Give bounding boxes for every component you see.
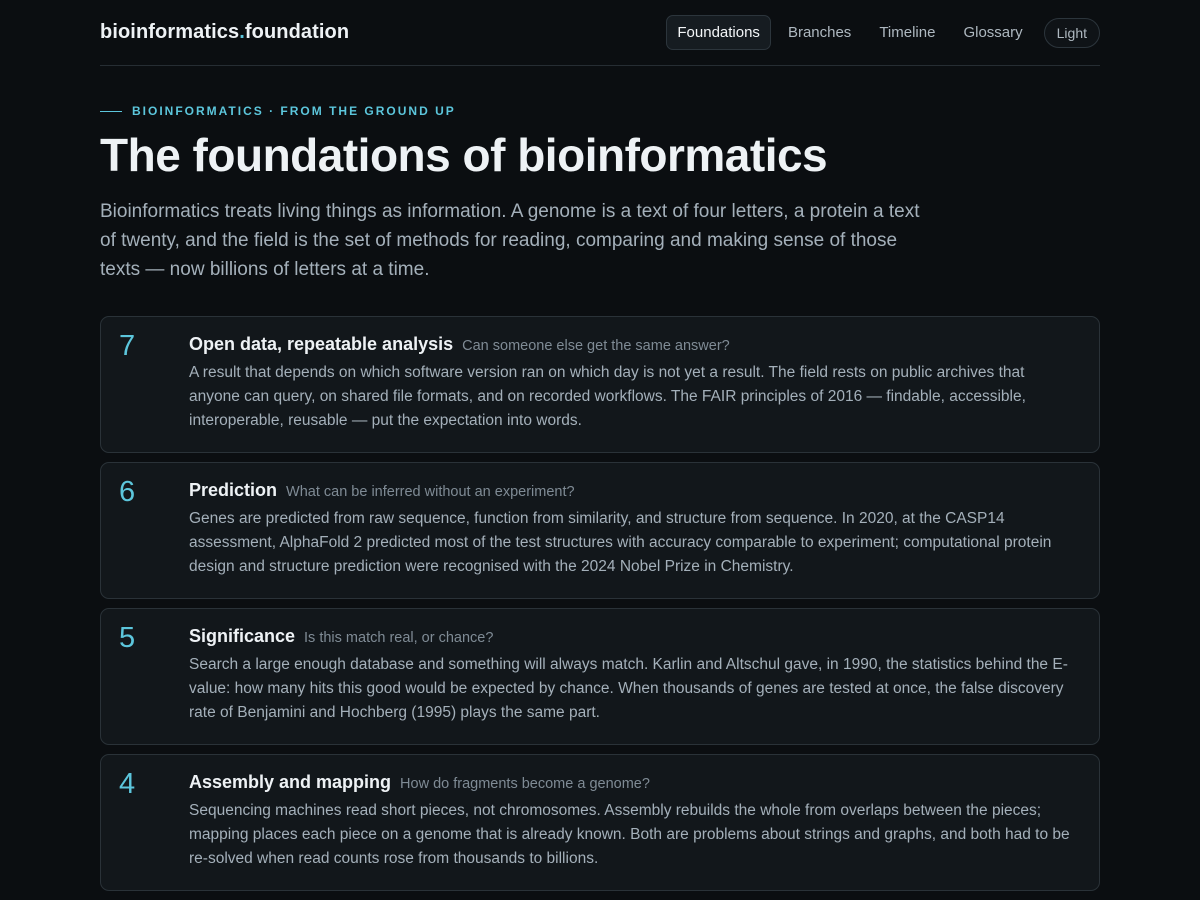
eyebrow — [100, 104, 1100, 118]
logo-tail-text: foundation — [244, 21, 350, 43]
logo-main-text: bioinformatics — [100, 21, 240, 43]
card-title-line — [189, 334, 1079, 355]
card-number: 7 — [119, 329, 136, 362]
card-title-line — [189, 772, 1079, 793]
eyebrow-text: BIOINFORMATICS · FROM THE GROUND UP — [132, 104, 456, 118]
nav-item-branches[interactable]: Branches — [787, 24, 852, 41]
nav-item-timeline[interactable]: Timeline — [879, 24, 936, 41]
page — [100, 0, 1100, 900]
card-question: What can be inferred without an experiment? — [286, 483, 575, 500]
card-question: How do fragments become a genome? — [400, 775, 650, 792]
card-title: Prediction — [189, 479, 278, 500]
card-body: Search a large enough database and something will always match. Karlin and Altschul gave, in 1990, the statistics behind the E-value: how many hits this good would be expected by chance. When thousands of genes are tested at once, the false discovery rate of Benjamini and Hochberg (1995) plays the same part. — [189, 655, 1068, 722]
card-title-line — [189, 626, 1079, 647]
card-question: Can someone else get the same answer? — [462, 337, 730, 354]
lede-paragraph: Bioinformatics treats living things as information. A genome is a text of four letters, a protein a text of twenty, and the field is the set of methods for reading, comparing and making sense of those texts — now billions of letters at a time. — [100, 200, 920, 280]
card-number: 5 — [119, 621, 136, 654]
card-body: A result that depends on which software version ran on which day is not yet a result. The field rests on public archives that anyone can query, on shared file formats, and on recorded workflows. The FAIR principles of 2016 — findable, accessible, interoperable, reusable — put the expectation into words. — [189, 363, 1026, 430]
card-title: Assembly and mapping — [189, 771, 392, 792]
card-title-line — [189, 480, 1079, 501]
theme-toggle-button[interactable]: Light — [1044, 18, 1100, 48]
foundation-card[interactable] — [100, 316, 1100, 453]
nav-item-foundations[interactable]: Foundations — [666, 15, 771, 50]
card-question: Is this match real, or chance? — [304, 629, 494, 646]
page-title: The foundations of bioinformatics — [100, 129, 828, 181]
eyebrow-rule — [100, 111, 122, 112]
logo-dot: . — [239, 21, 245, 43]
card-body: Sequencing machines read short pieces, not chromosomes. Assembly rebuilds the whole from overlaps between the pieces; mapping places each piece on a genome that is already known. Both are problems about strings and graphs, and both had to be re-solved when read counts rose from thousands to billions. — [189, 801, 1070, 868]
hero — [100, 104, 1100, 284]
foundation-card[interactable] — [100, 754, 1100, 891]
card-number: 6 — [119, 475, 136, 508]
site-logo[interactable] — [100, 21, 349, 44]
card-number: 4 — [119, 767, 136, 800]
foundation-cards — [100, 316, 1100, 900]
foundation-card[interactable] — [100, 462, 1100, 599]
nav-item-glossary[interactable]: Glossary — [963, 24, 1023, 41]
card-body: Genes are predicted from raw sequence, function from similarity, and structure from sequence. In 2020, at the CASP14 assessment, AlphaFold 2 predicted most of the test structures with accuracy comparable to experiment; computational protein design and structure prediction were recognised with the 2024 Nobel Prize in Chemistry. — [189, 509, 1052, 576]
card-title: Open data, repeatable analysis — [189, 333, 454, 354]
card-title: Significance — [189, 625, 296, 646]
foundation-card[interactable] — [100, 608, 1100, 745]
top-bar — [100, 0, 1100, 66]
main-nav — [666, 15, 1100, 50]
